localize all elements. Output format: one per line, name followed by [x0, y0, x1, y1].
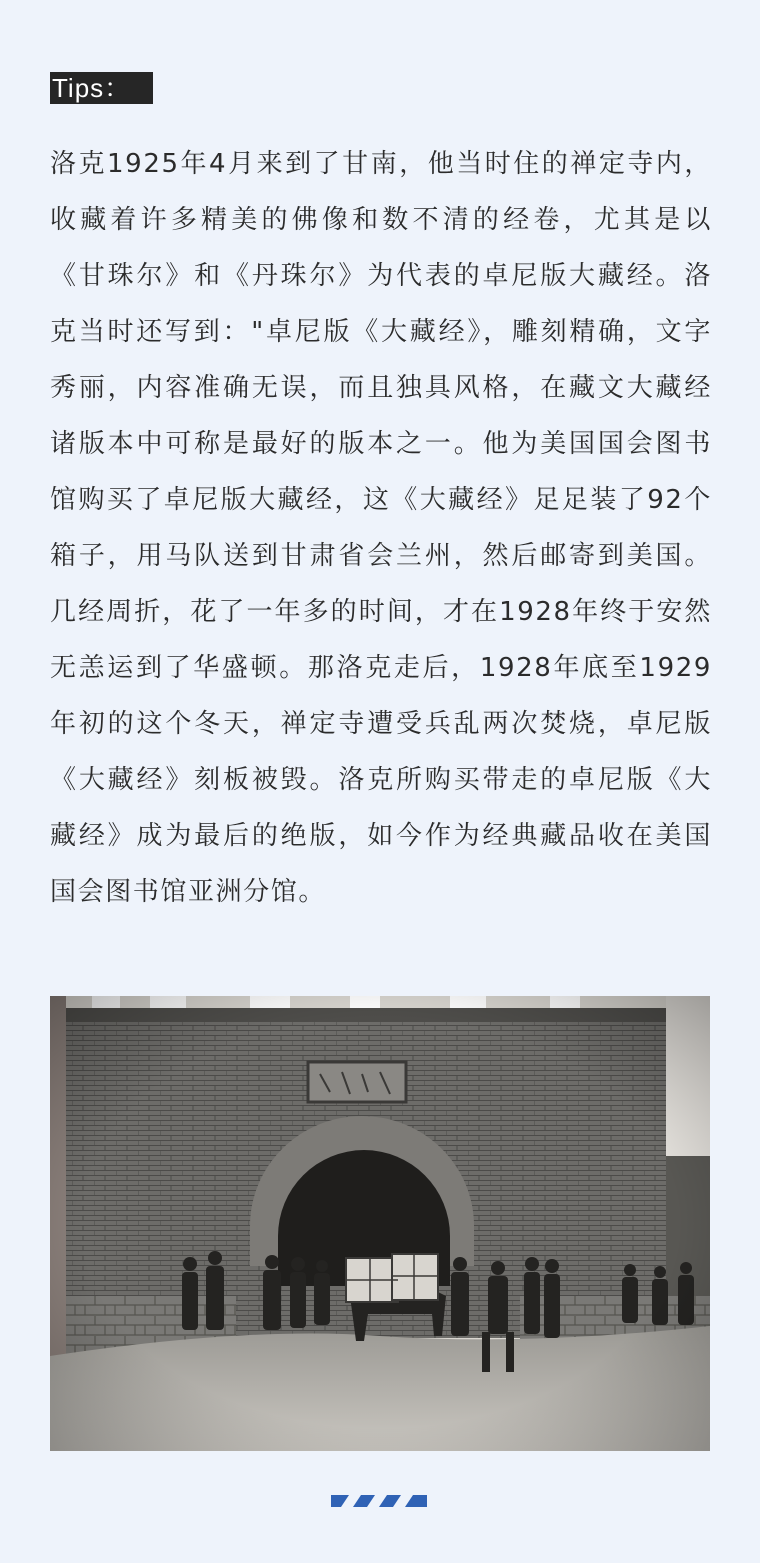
historical-gate-photo: [50, 996, 710, 1451]
article-paragraph: 洛克1925年4月来到了甘南，他当时住的禅定寺内，收藏着许多精美的佛像和数不清的经卷，尤其是以《甘珠尔》和《丹珠尔》为代表的卓尼版大藏经。洛克当时还写到："卓尼版《大藏经》，雕刻精确，文字秀丽，内容准确无误，而且独具风格，在藏文大藏经诸版本中可称是最好的版本之一。他为美国国会图书馆购买了卓尼版大藏经，这《大藏经》足足装了92个箱子，用马队送到甘肃省会兰州，然后邮寄到美国。几经周折，花了一年多的时间，才在1928年终于安然无恙运到了华盛顿。那洛克走后，1928年底至1929年初的这个冬天，禅定寺遭受兵乱两次焚烧，卓尼版《大藏经》刻板被毁。洛克所购买带走的卓尼版《大藏经》成为最后的绝版，如今作为经典藏品收在美国国会图书馆亚洲分馆。: [50, 149, 712, 907]
tips-label: Tips：: [50, 72, 153, 104]
section-divider-stripes: [331, 1491, 431, 1509]
